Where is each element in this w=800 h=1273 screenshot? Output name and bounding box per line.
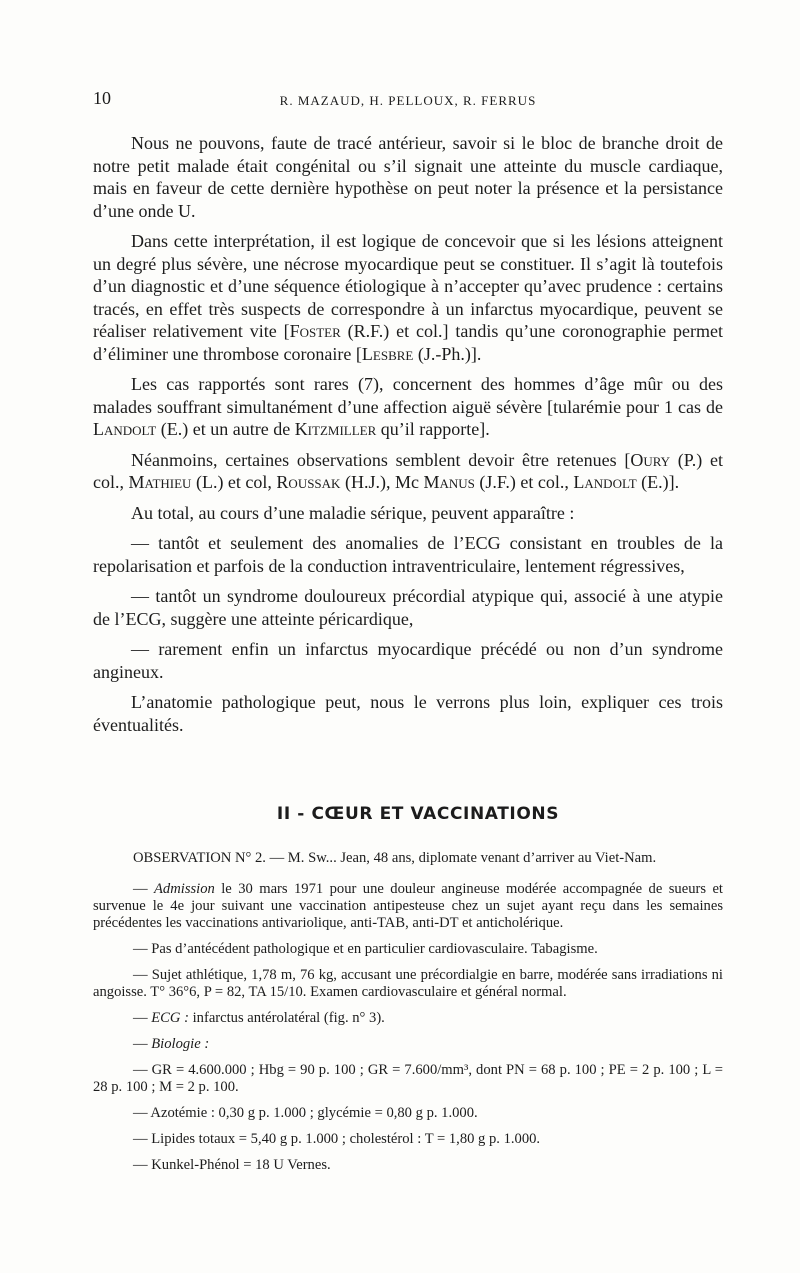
text-run: le 30 mars 1971 pour une douleur angineuse modérée accompagnée de sueurs et survenue le 4e jour suivant une vaccination antipesteuse chez un sujet ayant reçu dans les semaines précédentes les vaccinations antivariolique, anti-TAB, anti-DT et anticholérique. — [93, 881, 723, 931]
text-run: (E.)]. — [636, 472, 680, 492]
running-head: R. MAZAUD, H. PELLOUX, R. FERRUS — [279, 93, 537, 108]
author-name: Foster — [289, 321, 341, 341]
dash-item: — tantôt un syndrome douloureux précordial atypique qui, associé à une atypie de l’ECG, suggère une atteinte péricardique, — [93, 586, 723, 629]
paragraph: L’anatomie pathologique peut, nous le verrons plus loin, expliquer ces trois éventualités. — [93, 692, 723, 735]
body-text — [93, 132, 723, 736]
text-run: (H.J.), Mc — [340, 472, 424, 492]
text-run: (L.) et col, — [191, 472, 277, 492]
page-header — [93, 88, 723, 114]
text-run: (J.F.) et col., — [474, 472, 574, 492]
text-run: Néanmoins, certaines observations semblent devoir être retenues [ — [131, 449, 631, 470]
text-run: infarctus antérolatéral (fig. n° 3). — [188, 1010, 385, 1026]
dash-item: — tantôt et seulement des anomalies de l’ECG consistant en troubles de la repolarisation et parfois de la conduction intraventriculaire, lentement régressives, — [93, 533, 723, 576]
page — [93, 88, 723, 1183]
text-run: — — [133, 1010, 152, 1026]
author-name: Oury — [630, 449, 671, 470]
text-run: (E.) et un autre de — [156, 419, 295, 439]
text-run: Dans cette interprétation, il est logique de concevoir que si les lésions atteignent un degré plus sévère, une nécrose myocardique peut se constituer. Il s’agit là toutefois d’un diagnostic et d’une séquence étiologique à n’accepter qu’avec prudence : certains tracés, en effet très suspects de correspondre à un infarctus myocardique, peuvent se réaliser relativement vite [ — [93, 231, 723, 341]
author-name: Landolt — [93, 419, 157, 439]
author-name: Kitzmiller — [294, 419, 377, 439]
observation-item: — Azotémie : 0,30 g p. 1.000 ; glycémie = 0,80 g p. 1.000. — [133, 1105, 478, 1121]
observation-item — [93, 881, 723, 932]
text-run: Les cas rapportés sont rares (7), concernent des hommes d’âge mûr ou des malades souffrant simultanément d’une affection aiguë sévère [tularémie pour 1 cas de — [93, 374, 723, 417]
paragraph: Nous ne pouvons, faute de tracé antérieur, savoir si le bloc de branche droit de notre petit malade était congénital ou s’il signait une atteinte du muscle cardiaque, mais en faveur de cette dernière hypothèse on peut noter la présence et la persistance d’une onde U. — [93, 133, 723, 221]
item-label: ECG : — [151, 1010, 189, 1026]
observation-item: — Kunkel-Phénol = 18 U Vernes. — [133, 1157, 331, 1173]
observation-item — [93, 1010, 723, 1027]
dash-item: — rarement enfin un infarctus myocardique précédé ou non d’un syndrome angineux. — [93, 639, 723, 682]
section-heading: II - CŒUR ET VACCINATIONS — [276, 804, 560, 824]
observation-item: — GR = 4.600.000 ; Hbg = 90 p. 100 ; GR = 7.600/mm³, dont PN = 68 p. 100 ; PE = 2 p. 100 ; L = 28 p. 100 ; M = 2 p. 100. — [93, 1062, 723, 1095]
paragraph: Au total, au cours d’une maladie sérique, peuvent apparaître : — [131, 502, 575, 523]
observation-block — [93, 850, 723, 1174]
observation-item: — Lipides totaux = 5,40 g p. 1.000 ; cholestérol : T = 1,80 g p. 1.000. — [133, 1131, 541, 1147]
observation-item — [93, 1036, 723, 1053]
text-run: — — [133, 1036, 152, 1052]
author-name: Mathieu — [128, 472, 192, 492]
author-name: Landolt — [573, 472, 637, 492]
paragraph — [93, 230, 723, 365]
text-run: (P.) et col., — [93, 449, 723, 492]
paragraph — [93, 373, 723, 441]
author-name: Manus — [423, 472, 475, 492]
author-name: Roussak — [276, 472, 341, 492]
text-run: (J.-Ph.)]. — [413, 343, 482, 364]
text-run: — — [133, 881, 155, 897]
paragraph — [93, 449, 723, 494]
item-label: Admission — [154, 881, 215, 897]
observation-item: — Pas d’antécédent pathologique et en particulier cardiovasculaire. Tabagisme. — [133, 941, 598, 957]
item-label: Biologie : — [151, 1036, 210, 1052]
text-run: (R.F.) et col.] tandis qu’une coronographie permet d’éliminer une thrombose coronaire [ — [93, 321, 723, 364]
text-run: qu’il rapporte]. — [376, 419, 490, 439]
observation-item: — Sujet athlétique, 1,78 m, 76 kg, accusant une précordialgie en barre, modérée sans irradiations ni angoisse. T° 36°6, P = 82, TA 15/10. Examen cardiovasculaire et général normal. — [93, 967, 723, 1000]
page-number: 10 — [93, 88, 111, 108]
author-name: Lesbre — [361, 343, 414, 364]
observation-title: OBSERVATION N° 2. — M. Sw... Jean, 48 ans, diplomate venant d’arriver au Viet-Nam. — [133, 850, 657, 866]
